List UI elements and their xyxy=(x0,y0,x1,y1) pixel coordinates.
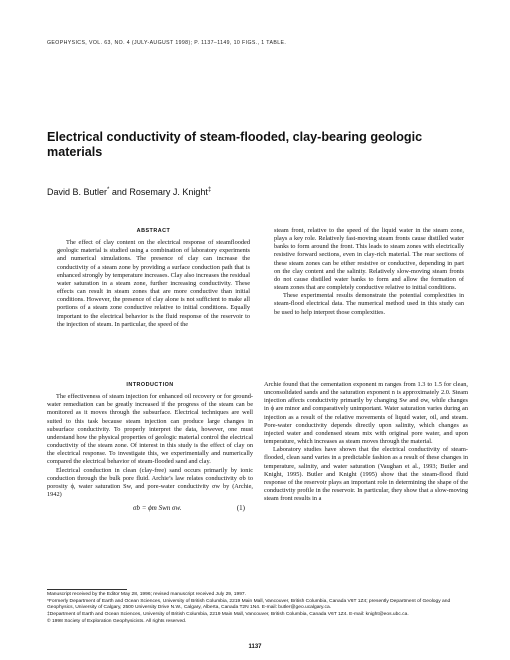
footnote-rule xyxy=(47,589,127,590)
footnotes xyxy=(47,592,467,626)
running-head: GEOPHYSICS, VOL. 63, NO. 4 (JULY-AUGUST 1998); P. 1137–1149, 10 FIGS., 1 TABLE. xyxy=(47,40,287,46)
introduction-paragraph-2: Electrical conduction in clean (clay-free) sand occurs primarily by ionic conduction through the bulk pore fluid. Archie’s law relates conductivity σb to porosity ϕ, water saturation Sw, and pore-water conductivity σw by (Archie, 1942) xyxy=(47,466,253,499)
footnote-butler: *Formerly Department of Earth and Ocean Sciences, University of British Columbia, 2219 Main Mall, Vancouver, British Columbia, Canada V6T 1Z4; presently Department of Geology and Geophysics, University of Calgary, 2500 University Drive N.W., Calgary, Alberta, Canada T2N 1N4. E-mail: butler@geo.ucalgary.ca. xyxy=(47,598,451,611)
equation-1 xyxy=(47,499,253,517)
introduction-heading: INTRODUCTION xyxy=(126,382,174,388)
author-connector: and xyxy=(109,187,130,197)
introduction-left-column xyxy=(47,381,253,517)
abstract-paragraph-1-continued: steam front, relative to the speed of the liquid water in the steam zone, plays a key role. Relatively fast-moving steam fronts cause distilled water banks to form around the front. This leads to steam zones with electrically resistive forward sections, even in clay-rich material. The rear sections of these steam zones can be either resistive or conductive, depending in part on the clay content and the salinity. Relatively slow-moving steam fronts do not cause distilled water banks to form and allow the formation of steam zones that are completely conductive relative to initial conditions. xyxy=(274,227,464,292)
abstract-right-column xyxy=(274,227,464,317)
equation-body: σb = ϕm Swn σw. xyxy=(133,504,182,513)
footnote-mark-1: * xyxy=(107,187,110,193)
page-number: 1137 xyxy=(248,644,262,650)
abstract-heading: ABSTRACT xyxy=(136,228,171,234)
footnote-mark-2: ‡ xyxy=(207,187,212,193)
article-title: Electrical conductivity of steam-flooded, clay-bearing geologic materials xyxy=(47,130,423,159)
abstract-paragraph-1: The effect of clay content on the electrical response of steamflooded geologic material is studied using a combination of laboratory experiments and numerical simulations. The presence of clay can increase the conductivity of a steam zone by providing a surface conduction path that is enhanced strongly by temperature increases. Clay also increases the residual water saturation in a steam zone, further increasing conductivity. These effects can result in steam zones that are more conductive than initial conditions. However, the presence of clay alone is not sufficient to make all portions of a steam zone conductive relative to initial conditions. Equally important to the electrical behavior is the fluid response of the reservoir to the injection of steam. In particular, the speed of the xyxy=(57,239,250,328)
footnote-knight: ‡Department of Earth and Ocean Sciences, University of British Columbia, 2219 Main Mall, Vancouver, British Columbia, Canada V6T 1Z4. E-mail: knight@eos.ubc.ca. xyxy=(47,612,409,618)
copyright-notice: © 1998 Society of Exploration Geophysicists. All rights reserved. xyxy=(47,618,187,624)
footnote-received: Manuscript received by the Editor May 28, 1996; revised manuscript received July 29, 1997. xyxy=(47,592,246,597)
author-butler: David B. Butler xyxy=(47,187,108,197)
equation-number: (1) xyxy=(236,504,245,513)
abstract-left-column xyxy=(57,227,250,329)
introduction-paragraph-4: Laboratory studies have shown that the electrical conductivity of steam-flooded, clean sand varies in a predictable fashion as a result of these changes in temperature, salinity, and water saturation (Vaughan et al., 1993; Butler and Knight, 1995). Butler and Knight (1995) show that the steam-flood fluid response of the reservoir plays an important role in determining the shape of the conductivity profile in the reservoir. In particular, they show that a slow-moving steam front results in a xyxy=(264,446,468,503)
introduction-paragraph-3: Archie found that the cementation exponent m ranges from 1.3 to 1.5 for clean, unconsolidated sands and the saturation exponent n is approximately 2.0. Steam injection affects conductivity primarily by changing Sw and σw, while changes in ϕ are minor and comparatively unimportant. Water saturation varies during an injection as a result of the relative movements of liquid water, oil, and steam. Pore-water conductivity depends directly upon salinity, which changes as injected water and condensed steam mix with original pore water, and upon temperature, which increases as steam moves through the material. xyxy=(264,381,468,446)
introduction-right-column xyxy=(264,381,468,503)
author-line xyxy=(47,187,211,197)
introduction-paragraph-1: The effectiveness of steam injection for enhanced oil recovery or for ground-water remediation can be greatly increased if the progress of the steam can be monitored as it moves through the subsurface. Electrical techniques are well suited to this task because steam injection can produce large changes in subsurface conductivity. To properly interpret the data, however, one must understand how the physical properties of geologic material control the electrical conductivity of the steam zone. Of interest in this study is the effect of clay on the electrical response. To investigate this, we experimentally and numerically compared the electrical behavior of steam-flooded sand and clay. xyxy=(47,393,253,466)
abstract-paragraph-2: These experimental results demonstrate the potential complexities in steam-flood electrical data. The numerical method used in this study can be used to help interpret those complexities. xyxy=(274,292,464,316)
author-knight: Rosemary J. Knight xyxy=(129,187,208,197)
